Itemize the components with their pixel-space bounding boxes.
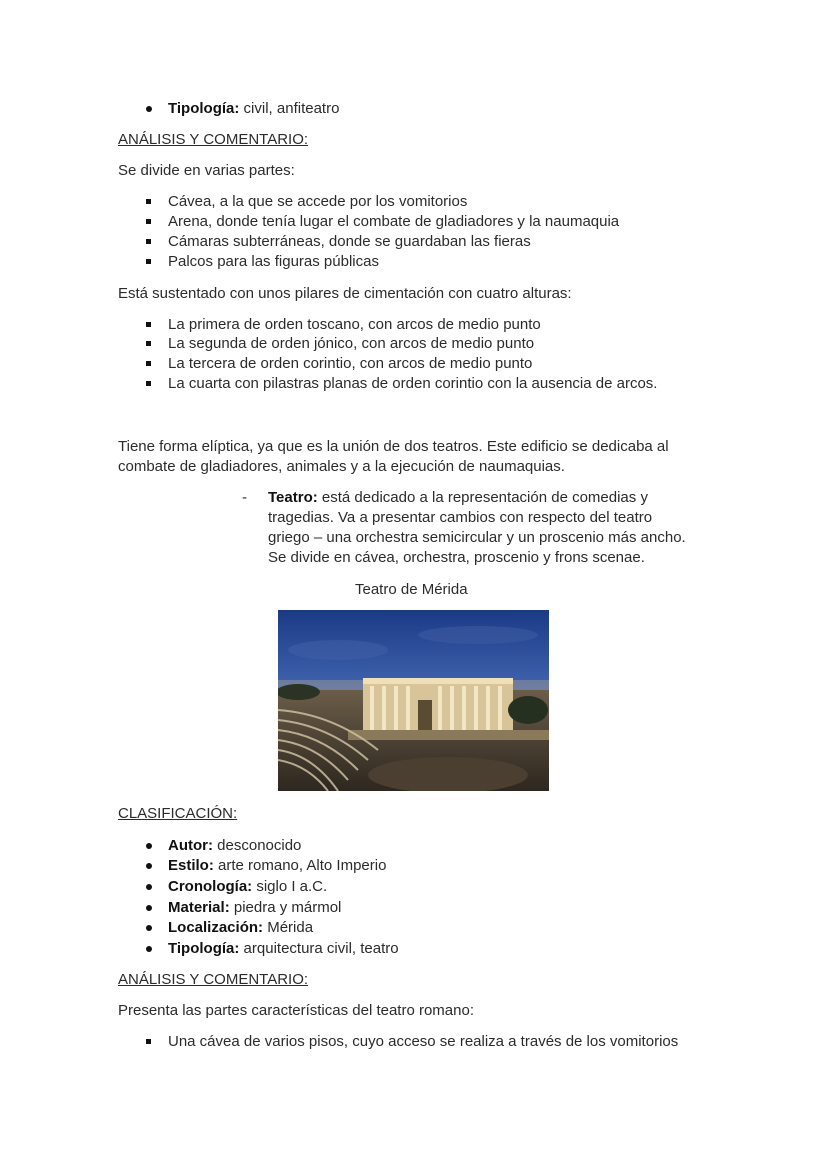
item-value: siglo I a.C. [252,878,328,895]
tipologia-item [168,99,339,119]
item-value: piedra y mármol [229,899,342,916]
list-item [168,836,301,856]
forma-line-2: combate de gladiadores, animales y a la ejecución de naumaquias. [118,458,565,475]
list-item: Una cávea de varios pisos, cuyo acceso se realiza a través de los vomitorios [168,1033,679,1050]
list-item: Cávea, a la que se accede por los vomitorios [168,193,468,210]
partes-intro: Se divide en varias partes: [118,162,295,179]
list-item: Arena, donde tenía lugar el combate de gladiadores y la naumaquia [168,213,620,230]
item-value: arquitectura civil, teatro [239,940,399,957]
list-item: La segunda de orden jónico, con arcos de medio punto [168,335,535,352]
teatro-line-4: Se divide en cávea, orchestra, proscenio y frons scenae. [268,549,645,566]
item-value: desconocido [213,837,302,854]
item-label: Localización: [168,919,264,936]
list-item: Cámaras subterráneas, donde se guardaban las fieras [168,233,531,250]
clasificacion-heading: CLASIFICACIÓN: [118,805,238,822]
forma-line-1: Tiene forma elíptica, ya que es la unión de dos teatros. Este edificio se dedicaba al [118,438,669,455]
list-item: Palcos para las figuras públicas [168,253,379,270]
analisis-heading-2: ANÁLISIS Y COMENTARIO: [118,971,309,988]
tipologia-value: civil, anfiteatro [239,100,340,117]
item-label: Autor: [168,837,213,854]
item-label: Tipología: [168,940,240,957]
teatro-label: Teatro: [268,489,318,506]
list-item: La cuarta con pilastras planas de orden corintio con la ausencia de arcos. [168,375,658,392]
image-caption: Teatro de Mérida [355,581,468,598]
list-item [168,918,313,938]
partes-intro-2: Presenta las partes características del teatro romano: [118,1002,475,1019]
item-label: Material: [168,899,230,916]
analisis-heading-1: ANÁLISIS Y COMENTARIO: [118,131,309,148]
tipologia-label: Tipología: [168,100,240,117]
list-item: La tercera de orden corintio, con arcos de medio punto [168,355,533,372]
list-item [168,939,399,959]
list-item [168,856,386,876]
item-label: Cronología: [168,878,253,895]
teatro-line-1 [268,488,648,508]
item-value: Mérida [263,919,314,936]
pilares-intro: Está sustentado con unos pilares de cimentación con cuatro alturas: [118,285,572,302]
teatro-line-2: tragedias. Va a presentar cambios con respecto del teatro [268,509,653,526]
teatro-line-3: griego – una orchestra semicircular y un proscenio más ancho. [268,529,686,546]
list-item: La primera de orden toscano, con arcos de medio punto [168,316,541,333]
item-label: Estilo: [168,857,214,874]
teatro-merida-photo [278,610,549,791]
teatro-text-1: está dedicado a la representación de comedias y [317,489,648,506]
item-value: arte romano, Alto Imperio [213,857,387,874]
list-item [168,898,341,918]
list-item [168,877,327,897]
